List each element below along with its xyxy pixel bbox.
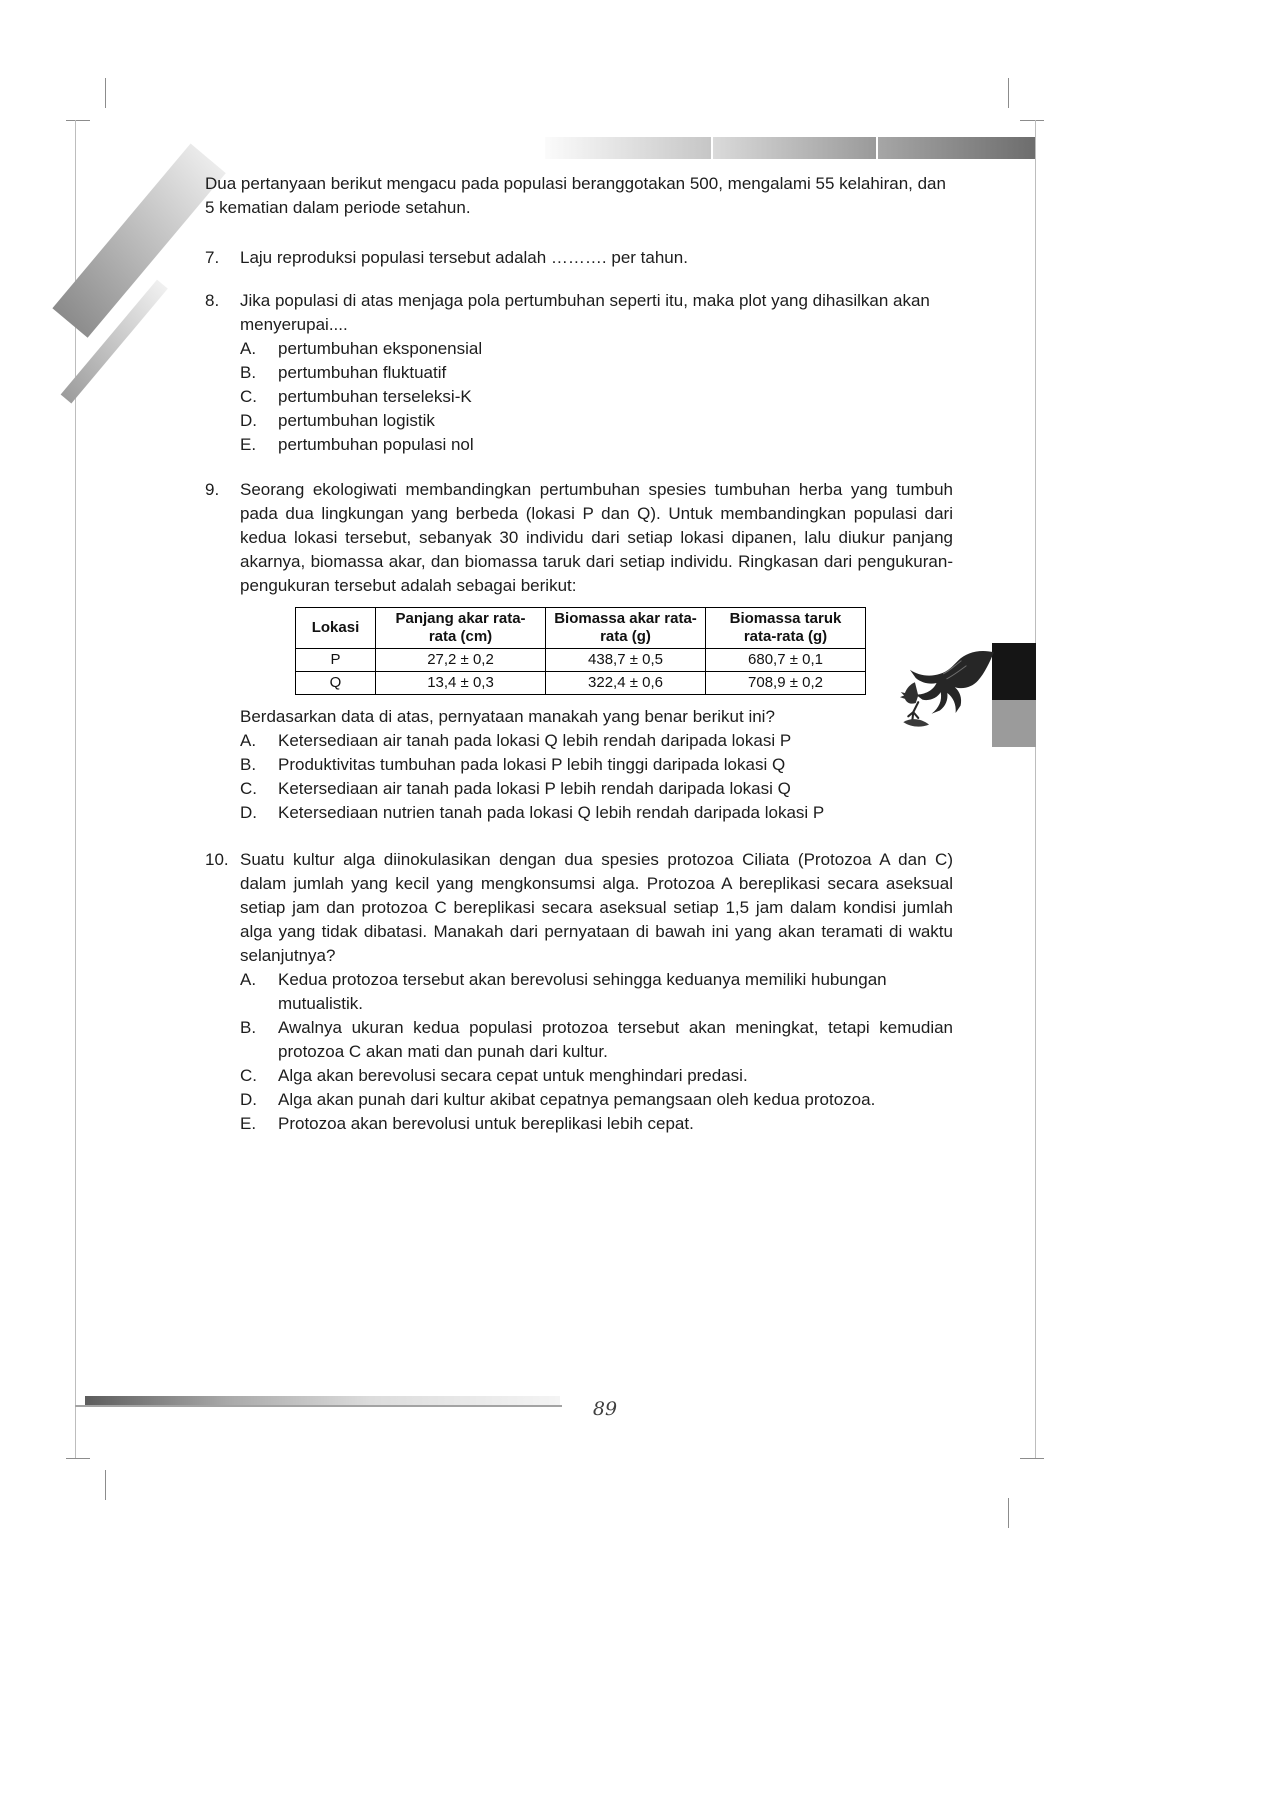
question-7-text: Laju reproduksi populasi tersebut adalah ………. per tahun. [240, 248, 688, 267]
page-edge-line [1035, 120, 1036, 1458]
crop-mark [1008, 78, 1009, 108]
option-text: Ketersediaan air tanah pada lokasi P lebih rendah daripada lokasi Q [278, 779, 791, 798]
option-row [240, 729, 953, 753]
table-cell: Q [296, 672, 376, 695]
option-letter: A. [240, 339, 257, 358]
question-10-options [240, 968, 953, 1136]
intro-paragraph: Dua pertanyaan berikut mengacu pada populasi beranggotakan 500, mengalami 55 kelahiran, dan 5 kematian dalam periode setahun. [205, 174, 946, 217]
measurement-table [295, 607, 866, 695]
table-cell: 708,9 ± 0,2 [706, 672, 866, 695]
footer-decoration-bar [85, 1396, 560, 1405]
question-8 [205, 289, 953, 457]
option-letter: B. [240, 363, 257, 382]
option-letter: A. [240, 970, 257, 989]
question-7 [205, 246, 953, 270]
option-row [240, 361, 953, 385]
option-letter: C. [240, 1066, 257, 1085]
option-letter: E. [240, 1114, 257, 1133]
question-9 [205, 478, 953, 825]
option-letter: E. [240, 435, 257, 454]
option-text: Protozoa akan berevolusi untuk bereplikasi lebih cepat. [278, 1114, 694, 1133]
option-letter: A. [240, 731, 257, 750]
option-row [240, 385, 953, 409]
page-number: 89 [592, 1398, 618, 1420]
page-content [205, 172, 953, 1136]
crop-mark [105, 1470, 106, 1500]
option-letter: D. [240, 1090, 257, 1109]
question-9-number: 9. [205, 480, 220, 499]
header-decoration-bar-3 [878, 137, 1035, 159]
question-8-options [240, 337, 953, 457]
option-text: pertumbuhan fluktuatif [278, 363, 447, 382]
option-text: Kedua protozoa tersebut akan berevolusi sehingga keduanya memiliki hubungan mutualistik. [278, 970, 887, 1013]
header-decoration-bar-1 [545, 137, 711, 159]
question-9-options [240, 729, 953, 825]
crop-mark [1020, 120, 1044, 121]
table-header-biomassa-akar: Biomassa akar rata-rata (g) [546, 608, 706, 649]
option-letter: B. [240, 755, 257, 774]
table-header-lokasi: Lokasi [296, 608, 376, 649]
option-text: Produktivitas tumbuhan pada lokasi P lebih tinggi daripada lokasi Q [278, 755, 786, 774]
option-text: pertumbuhan eksponensial [278, 339, 483, 358]
crop-mark [1020, 1458, 1044, 1459]
option-row [240, 777, 953, 801]
table-header-biomassa-taruk: Biomassa taruk rata-rata (g) [706, 608, 866, 649]
option-row [240, 1088, 953, 1112]
option-row [240, 968, 953, 1016]
option-text: pertumbuhan terseleksi-K [278, 387, 472, 406]
option-text: Ketersediaan nutrien tanah pada lokasi Q lebih rendah daripada lokasi P [278, 803, 825, 822]
header-decoration-bar-2 [713, 137, 876, 159]
option-row [240, 753, 953, 777]
option-row [240, 433, 953, 457]
margin-square-black [992, 643, 1036, 700]
crop-mark [105, 78, 106, 108]
option-row [240, 1064, 953, 1088]
option-row [240, 1016, 953, 1064]
question-8-text: Jika populasi di atas menjaga pola pertumbuhan seperti itu, maka plot yang dihasilkan akan menyerupai.... [240, 291, 930, 334]
question-10-text: Suatu kultur alga diinokulasikan dengan dua spesies protozoa Ciliata (Protozoa A dan C) dalam jumlah yang kecil yang mengkonsumsi alga. Protozoa A bereplikasi secara aseksual setiap jam dan protozoa C bereplikasi secara aseksual setiap 1,5 jam dalam kondisi jumlah alga yang tidak dibatasi. Manakah dari pernyataan di bawah ini yang akan teramati di waktu selanjutnya? [240, 850, 953, 965]
table-cell: 322,4 ± 0,6 [546, 672, 706, 695]
table-cell: 680,7 ± 0,1 [706, 649, 866, 672]
option-letter: C. [240, 779, 257, 798]
crop-mark [66, 120, 90, 121]
table-cell: 27,2 ± 0,2 [376, 649, 546, 672]
question-8-number: 8. [205, 291, 220, 310]
table-cell: 438,7 ± 0,5 [546, 649, 706, 672]
option-text: Alga akan berevolusi secara cepat untuk menghindari predasi. [278, 1066, 748, 1085]
table-header-panjang-akar: Panjang akar rata-rata (cm) [376, 608, 546, 649]
table-row [296, 672, 866, 695]
table-header-row [296, 608, 866, 649]
question-9-text: Seorang ekologiwati membandingkan pertumbuhan spesies tumbuhan herba yang tumbuh pada dua lingkungan yang berbeda (lokasi P dan Q). Untuk membandingkan populasi dari kedua lokasi tersebut, sebanyak 30 individu dari setiap lokasi dipanen, lalu diukur panjang akarnya, biomassa akar, dan biomassa taruk dari setiap individu. Ringkasan dari pengukuran-pengukuran tersebut adalah sebagai berikut: [240, 480, 953, 595]
footer-rule [75, 1405, 562, 1407]
option-letter: C. [240, 387, 257, 406]
option-row [240, 801, 953, 825]
question-7-number: 7. [205, 248, 220, 267]
question-10-number: 10. [205, 850, 229, 869]
option-text: Alga akan punah dari kultur akibat cepatnya pemangsaan oleh kedua protozoa. [278, 1090, 876, 1109]
margin-square-gray [992, 700, 1036, 747]
question-9-followup: Berdasarkan data di atas, pernyataan manakah yang benar berikut ini? [240, 707, 775, 726]
option-text: Awalnya ukuran kedua populasi protozoa tersebut akan meningkat, tetapi kemudian protozoa C akan mati dan punah dari kultur. [278, 1018, 953, 1061]
option-row [240, 409, 953, 433]
option-row [240, 337, 953, 361]
option-text: pertumbuhan populasi nol [278, 435, 474, 454]
table-cell: 13,4 ± 0,3 [376, 672, 546, 695]
crop-mark [1008, 1498, 1009, 1528]
option-text: pertumbuhan logistik [278, 411, 435, 430]
option-row [240, 1112, 953, 1136]
option-letter: D. [240, 411, 257, 430]
table-row [296, 649, 866, 672]
option-text: Ketersediaan air tanah pada lokasi Q lebih rendah daripada lokasi P [278, 731, 792, 750]
crop-mark [66, 1458, 90, 1459]
option-letter: B. [240, 1018, 257, 1037]
table-cell: P [296, 649, 376, 672]
question-10 [205, 848, 953, 1136]
option-letter: D. [240, 803, 257, 822]
